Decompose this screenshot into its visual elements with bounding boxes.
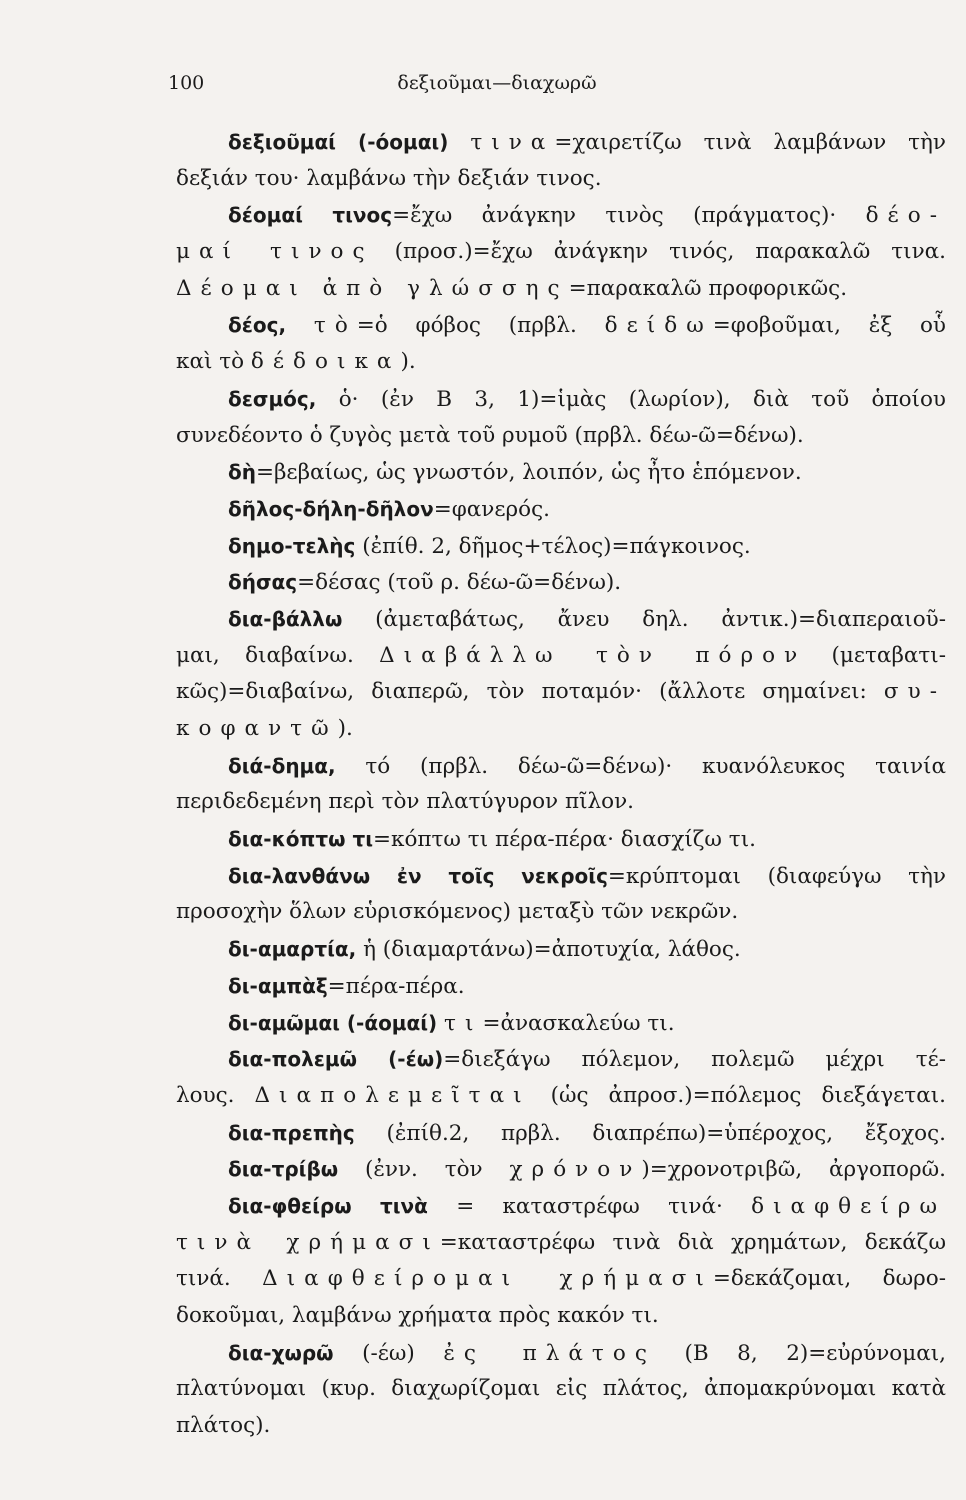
text-segment: τό (πρβλ. δέω-ῶ=δένω)· κυανόλευκος ταινία	[335, 753, 946, 779]
text-line	[176, 418, 946, 455]
text-segment: περιδεδεμένη περὶ τὸν πλατύγυρον πῖλον.	[176, 789, 634, 815]
text-segment: προσοχὴν ὅλων εὑρισκόμενος) μεταξὺ τῶν νεκρῶν.	[176, 899, 739, 925]
spaced-phrase: Διαπολεμεῖται	[254, 1082, 531, 1108]
text-segment: μαι, διαβαίνω.	[176, 642, 380, 668]
text-line	[176, 1298, 946, 1335]
text-segment: πλατύνομαι (κυρ. διαχωρίζομαι εἰς πλάτος, ἀπομακρύνομαι κατὰ	[176, 1376, 946, 1402]
headword: δια-λανθάνω ἐν τοῖς νεκροῖς	[228, 863, 608, 888]
spaced-phrase: διαφθείρω	[751, 1193, 946, 1219]
text-line	[176, 1261, 946, 1298]
spaced-phrase: δείδω	[604, 313, 713, 339]
text-line	[176, 381, 946, 418]
spaced-phrase: τινὰ χρήμασι	[176, 1229, 440, 1255]
headword: δια-τρίβω	[228, 1157, 339, 1182]
text-line	[176, 1041, 946, 1078]
spaced-phrase: Διαφθείρομαι χρήμασι	[262, 1266, 713, 1292]
text-segment: )=χρονοτριβῶ, ἀργοπορῶ.	[641, 1157, 946, 1183]
text-line	[176, 1225, 946, 1262]
headword: δῆλος-δήλη-δῆλον	[228, 496, 434, 521]
running-head: δεξιοῦμαι—διαχωρῶ	[397, 72, 597, 94]
headword: δέος,	[228, 313, 287, 338]
text-line	[176, 748, 946, 785]
text-line	[176, 601, 946, 638]
text-line	[176, 1335, 946, 1372]
spaced-phrase: τι	[444, 1010, 483, 1036]
text-segment: =πέρα-πέρα.	[327, 973, 465, 999]
text-segment: κῶς)=διαβαίνω, διαπερῶ, τὸν ποταμόν· (ἄλλοτε σημαίνει:	[176, 679, 884, 705]
text-segment: ὁ· (ἐν Β 3, 1)=ἱμὰς (λωρίον), διὰ τοῦ ὁποίου	[316, 386, 946, 412]
text-segment: λους.	[176, 1082, 255, 1108]
text-segment: =ἔχω ἀνάγκην τινὸς (πράγματος)·	[392, 203, 866, 229]
headword: δι-αμαρτία,	[228, 937, 357, 962]
text-segment: (Β 8, 2)=εὐρύνομαι,	[655, 1340, 946, 1366]
text-segment: δοκοῦμαι, λαμβάνω χρήματα πρὸς κακόν τι.	[176, 1303, 659, 1328]
spaced-phrase: τινα	[470, 130, 555, 155]
headword: δια-πρεπὴς	[228, 1120, 355, 1145]
text-segment: δεξιάν του· λαμβάνω τὴν δεξιάν τινος.	[176, 165, 602, 191]
text-segment: =κρύπτομαι (διαφεύγω τὴν	[607, 863, 946, 889]
text-segment: (προσ.)=ἔχω ἀνάγκην τινός, παρακαλῶ τινα.	[373, 239, 946, 265]
headword: δεξιοῦμαί (-όομαι)	[228, 130, 449, 154]
spaced-phrase: δέδοικα	[250, 349, 401, 375]
headword: διά-δημα,	[228, 753, 336, 778]
text-segment: ).	[337, 716, 353, 741]
text-segment	[286, 313, 314, 338]
text-line	[176, 491, 946, 528]
spaced-phrase: κοφαντῶ	[176, 716, 338, 741]
text-segment: (ἀμεταβάτως, ἄνευ δηλ. ἀντικ.)=διαπεραιοῦ-	[342, 606, 946, 632]
text-line	[176, 271, 946, 308]
text-line	[176, 1005, 946, 1042]
text-segment: = καταστρέφω τινά·	[427, 1193, 752, 1219]
headword: δια-χωρῶ	[228, 1340, 334, 1365]
text-line	[176, 161, 946, 198]
headword: δι-αμῶμαι (-άομαί)	[228, 1010, 438, 1035]
text-line	[176, 711, 946, 748]
text-line	[176, 1151, 946, 1188]
text-segment: (ἐνν. τὸν	[338, 1157, 510, 1183]
text-segment: =βεβαίως, ὡς γνωστόν, λοιπόν, ὡς ἦτο ἑπόμενον.	[255, 460, 802, 486]
text-line	[176, 821, 946, 858]
headword: δέομαί τινος	[228, 203, 393, 228]
dictionary-text	[176, 124, 946, 1445]
spaced-phrase: συ-	[883, 679, 946, 705]
text-line	[176, 197, 946, 234]
text-line	[176, 1115, 946, 1152]
text-segment: =δεκάζομαι, δωρο-	[712, 1266, 946, 1292]
text-segment: καὶ τὸ	[176, 349, 251, 375]
spaced-phrase: ἐς πλάτος	[443, 1340, 656, 1366]
spaced-phrase: χρόνον	[509, 1157, 642, 1183]
text-segment: =ὁ φόβος (πρβλ.	[356, 313, 605, 339]
text-line	[176, 638, 946, 675]
text-line	[176, 674, 946, 711]
spaced-phrase: μαί τινος	[176, 239, 374, 265]
text-line	[176, 528, 946, 565]
text-segment: =φανερός.	[433, 496, 550, 522]
text-line	[176, 894, 946, 931]
text-segment	[448, 130, 470, 155]
spaced-phrase: δέο-	[865, 203, 946, 229]
headword: δια-βάλλω	[228, 606, 343, 631]
text-segment: =ἀνασκαλεύω τι.	[482, 1010, 675, 1036]
text-line	[176, 858, 946, 895]
text-segment: τινά.	[176, 1266, 263, 1292]
text-line	[176, 968, 946, 1005]
headword: δὴ	[228, 460, 256, 485]
text-segment: (-έω)	[333, 1340, 444, 1366]
headword: δι-αμπὰξ	[228, 973, 328, 998]
headword: δήσας	[228, 570, 298, 595]
headword: δεσμός,	[228, 386, 317, 411]
headword: δημο-τελὴς	[228, 533, 356, 558]
text-line	[176, 1371, 946, 1408]
text-segment: συνεδέοντο ὁ ζυγὸς μετὰ τοῦ ρυμοῦ (πρβλ. δέω-ῶ=δένω).	[176, 422, 804, 448]
text-segment: =χαιρετίζω τινὰ λαμβάνων τὴν	[554, 130, 946, 155]
spaced-phrase: Διαβάλλω τὸν πόρον	[379, 642, 807, 668]
text-line	[176, 564, 946, 601]
text-line	[176, 124, 946, 161]
text-segment: (ὡς ἀπροσ.)=πόλεμος διεξάγεται.	[530, 1082, 946, 1108]
text-segment: =παρακαλῶ προφορικῶς.	[568, 275, 848, 301]
spaced-phrase: Δέομαι ἀπὸ γλώσσης	[176, 275, 569, 301]
text-segment: =διεξάγω πόλεμον, πολεμῶ μέχρι τέ-	[443, 1047, 946, 1073]
page-number: 100	[168, 72, 205, 94]
text-segment: (ἐπίθ.2, πρβλ. διαπρέπω)=ὑπέροχος, ἔξοχος.	[354, 1120, 946, 1146]
text-segment: (ἐπίθ. 2, δῆμος+τέλος)=πάγκοινος.	[355, 533, 751, 559]
headword: δια-φθείρω τινὰ	[228, 1193, 428, 1218]
headword: δια-κόπτω τι	[228, 827, 374, 852]
text-line	[176, 234, 946, 271]
text-segment: =καταστρέφω τινὰ διὰ χρημάτων, δεκάζω	[439, 1229, 946, 1255]
text-line	[176, 1188, 946, 1225]
text-segment: =κόπτω τι πέρα-πέρα· διασχίζω τι.	[373, 827, 756, 853]
text-line	[176, 454, 946, 491]
text-line	[176, 784, 946, 821]
text-line	[176, 307, 946, 344]
text-line	[176, 1408, 946, 1445]
text-line	[176, 931, 946, 968]
text-segment: πλάτος).	[176, 1413, 271, 1439]
text-line	[176, 344, 946, 381]
text-segment: =δέσας (τοῦ ρ. δέω-ῶ=δένω).	[297, 570, 622, 596]
text-segment: (μεταβατι-	[806, 642, 946, 668]
text-segment: =φοβοῦμαι, ἐξ οὗ	[712, 313, 946, 339]
headword: δια-πολεμῶ (-έω)	[228, 1047, 444, 1072]
text-segment: ).	[400, 349, 416, 375]
page-header	[168, 72, 826, 106]
text-segment: ἡ (διαμαρτάνω)=ἀποτυχία, λάθος.	[356, 937, 741, 963]
text-line	[176, 1078, 946, 1115]
spaced-phrase: τὸ	[313, 313, 357, 339]
